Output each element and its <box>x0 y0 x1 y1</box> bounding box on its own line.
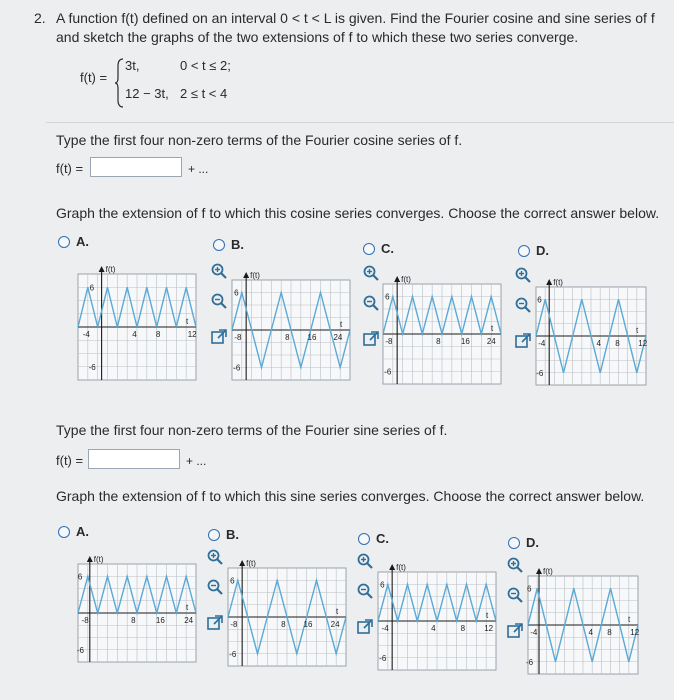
y-axis-arrow <box>99 266 105 272</box>
x-tick-label: 8 <box>281 620 286 629</box>
piecewise-case1-domain: 0 < t ≤ 2; <box>180 58 231 73</box>
cosine-series-input[interactable] <box>90 157 182 177</box>
cosine-option-d-expand-icon[interactable] <box>514 332 532 350</box>
cosine-answer-suffix: + ... <box>188 162 209 176</box>
x-tick-label: 8 <box>155 330 161 339</box>
sine-option-a-graph <box>78 552 196 674</box>
y-tick-label: -6 <box>384 367 392 377</box>
x-tick-label: 12 <box>187 330 197 339</box>
zoom-in-icon-handle <box>221 273 226 278</box>
cosine-option-d-zoom-out-icon[interactable] <box>514 296 532 314</box>
sine-option-b-radio[interactable] <box>208 529 220 541</box>
y-tick-label: -6 <box>88 362 96 372</box>
cosine-option-a-radio[interactable] <box>58 236 70 248</box>
sine-option-c-zoom-out-icon[interactable] <box>356 582 374 600</box>
x-tick-label: 24 <box>486 337 496 346</box>
x-tick-label: 8 <box>607 628 612 637</box>
y-tick-label: 6 <box>89 283 95 293</box>
zoom-out-icon-handle <box>517 597 522 602</box>
cosine-option-b-expand-icon[interactable] <box>210 328 228 346</box>
y-tick-label: -6 <box>536 368 544 378</box>
piecewise-label: f(t) = <box>80 70 108 85</box>
y-tick-label: -6 <box>229 649 237 659</box>
cosine-option-c-label: C. <box>381 241 394 256</box>
cosine-option-d-label: D. <box>536 243 549 258</box>
x-tick-label: -8 <box>230 620 238 629</box>
cosine-option-c-zoom-out-icon[interactable] <box>362 294 380 312</box>
sine-option-d-zoom-in-icon[interactable] <box>506 556 524 574</box>
x-axis-label: t <box>491 324 494 333</box>
x-axis-label: t <box>336 607 339 616</box>
x-axis-label: t <box>628 615 631 624</box>
x-tick-label: 12 <box>484 624 494 633</box>
cosine-graph-prompt: Graph the extension of f to which this cosine series converges. Choose the correct answer below. <box>56 205 660 221</box>
sine-option-c-expand-icon[interactable] <box>356 618 374 636</box>
y-axis-label: f(t) <box>105 265 116 274</box>
piecewise-case1-expr: 3t, <box>125 58 140 73</box>
y-axis-label: f(t) <box>543 567 553 576</box>
x-axis-label: t <box>186 603 189 612</box>
x-tick-label: 12 <box>630 628 640 637</box>
cosine-option-a-label: A. <box>76 234 89 249</box>
cosine-series-prompt: Type the first four non-zero terms of the Fourier cosine series of f. <box>56 132 463 148</box>
x-tick-label: 24 <box>184 616 194 625</box>
x-tick-label: 8 <box>285 333 290 342</box>
y-axis-label: f(t) <box>93 555 104 564</box>
cosine-option-a-graph <box>78 262 196 392</box>
x-tick-label: -8 <box>234 333 242 342</box>
cosine-option-b-radio[interactable] <box>213 239 225 251</box>
cosine-option-b-label: B. <box>231 237 244 252</box>
x-tick-label: 24 <box>330 620 340 629</box>
x-axis-label: t <box>486 611 489 620</box>
y-axis-arrow <box>394 276 400 282</box>
x-tick-label: 12 <box>638 339 648 348</box>
y-axis-arrow <box>87 556 93 562</box>
cosine-option-c-zoom-in-icon[interactable] <box>362 264 380 282</box>
x-tick-label: -4 <box>538 339 546 348</box>
zoom-out-icon-handle <box>217 589 222 594</box>
sine-option-a-label: A. <box>76 524 89 539</box>
zoom-in-icon-handle <box>217 559 222 564</box>
x-tick-label: 8 <box>436 337 441 346</box>
y-tick-label: -6 <box>526 657 534 667</box>
x-tick-label: -4 <box>82 330 90 339</box>
cosine-option-b-zoom-out-icon[interactable] <box>210 292 228 310</box>
x-tick-label: -8 <box>385 337 393 346</box>
zoom-in-icon-handle <box>517 567 522 572</box>
sine-graph-prompt: Graph the extension of f to which this sine series converges. Choose the correct answer below. <box>56 488 645 504</box>
x-tick-label: -8 <box>81 616 89 625</box>
y-axis-arrow <box>536 568 542 574</box>
y-tick-label: 6 <box>230 576 235 586</box>
y-tick-label: 6 <box>537 295 542 305</box>
x-tick-label: 24 <box>333 333 343 342</box>
cosine-option-b-graph <box>232 268 350 392</box>
y-tick-label: -6 <box>379 653 387 663</box>
question-number: 2. <box>34 10 46 26</box>
cosine-option-c-graph <box>383 272 501 396</box>
piecewise-case2-expr: 12 − 3t, <box>125 86 169 101</box>
zoom-out-icon-handle <box>367 593 372 598</box>
piecewise-brace <box>114 58 124 108</box>
y-axis-arrow <box>546 279 552 285</box>
y-tick-label: 6 <box>234 288 239 298</box>
y-axis-arrow <box>243 272 249 278</box>
question-text-line1: A function f(t) defined on an interval 0 < t < L is given. Find the Fourier cosine and sine series of f <box>56 10 655 26</box>
sine-option-c-radio[interactable] <box>358 533 370 545</box>
y-tick-label: 6 <box>527 584 532 594</box>
x-tick-label: 4 <box>431 624 436 633</box>
zoom-in-icon-handle <box>373 275 378 280</box>
section-divider <box>46 122 674 123</box>
sine-series-input[interactable] <box>88 449 180 469</box>
sine-option-d-expand-icon[interactable] <box>506 622 524 640</box>
sine-option-d-label: D. <box>526 535 539 550</box>
sine-option-c-graph <box>378 560 496 682</box>
zoom-in-icon-handle <box>367 563 372 568</box>
sine-option-a-radio[interactable] <box>58 526 70 538</box>
sine-option-d-graph <box>528 564 638 686</box>
x-axis-label: t <box>186 317 189 326</box>
zoom-out-icon-handle <box>525 307 530 312</box>
x-tick-label: 16 <box>303 620 313 629</box>
sine-option-b-graph <box>228 556 346 678</box>
sine-series-prompt: Type the first four non-zero terms of the Fourier sine series of f. <box>56 422 448 438</box>
sine-option-b-zoom-out-icon[interactable] <box>206 578 224 596</box>
x-tick-label: 16 <box>307 333 317 342</box>
x-tick-label: 16 <box>460 337 470 346</box>
piecewise-case2-domain: 2 ≤ t < 4 <box>180 86 228 101</box>
cosine-option-c-expand-icon[interactable] <box>362 330 380 348</box>
x-tick-label: 4 <box>596 339 601 348</box>
x-tick-label: 8 <box>460 624 466 633</box>
x-tick-label: 16 <box>155 616 165 625</box>
sine-option-d-radio[interactable] <box>508 537 520 549</box>
y-tick-label: 6 <box>380 580 385 590</box>
x-tick-label: 8 <box>615 339 620 348</box>
sine-option-c-label: C. <box>376 531 389 546</box>
x-tick-label: -4 <box>381 624 389 633</box>
cosine-option-c-radio[interactable] <box>363 243 375 255</box>
y-axis-label: f(t) <box>250 271 260 280</box>
question-text-line2: and sketch the graphs of the two extensions of f to which these two series converge. <box>56 29 579 45</box>
cosine-answer-label: f(t) = <box>56 161 84 176</box>
zoom-in-icon-handle <box>525 277 530 282</box>
x-axis-label: t <box>340 320 343 329</box>
sine-option-b-zoom-in-icon[interactable] <box>206 548 224 566</box>
sine-option-c-zoom-in-icon[interactable] <box>356 552 374 570</box>
cosine-option-d-zoom-in-icon[interactable] <box>514 266 532 284</box>
y-axis-label: f(t) <box>553 278 563 287</box>
y-tick-label: -6 <box>76 645 84 655</box>
y-axis-label: f(t) <box>246 559 256 568</box>
x-tick-label: 4 <box>132 330 137 339</box>
y-tick-label: 6 <box>385 292 390 302</box>
zoom-out-icon-handle <box>373 305 378 310</box>
x-axis-label: t <box>636 326 639 335</box>
y-tick-label: 6 <box>77 572 83 582</box>
x-tick-label: -4 <box>530 628 538 637</box>
cosine-option-d-radio[interactable] <box>518 245 530 257</box>
y-axis-label: f(t) <box>396 563 406 572</box>
sine-option-b-expand-icon[interactable] <box>206 614 224 632</box>
sine-option-d-zoom-out-icon[interactable] <box>506 586 524 604</box>
sine-answer-label: f(t) = <box>56 453 84 468</box>
sine-answer-suffix: + ... <box>186 454 207 468</box>
sine-option-b-label: B. <box>226 527 239 542</box>
cosine-option-d-graph <box>536 275 646 397</box>
y-axis-arrow <box>239 560 245 566</box>
y-tick-label: -6 <box>233 363 241 373</box>
x-tick-label: 4 <box>588 628 593 637</box>
cosine-option-b-zoom-in-icon[interactable] <box>210 262 228 280</box>
y-axis-label: f(t) <box>401 275 411 284</box>
y-axis-arrow <box>389 564 395 570</box>
x-tick-label: 8 <box>131 616 136 625</box>
zoom-out-icon-handle <box>221 303 226 308</box>
